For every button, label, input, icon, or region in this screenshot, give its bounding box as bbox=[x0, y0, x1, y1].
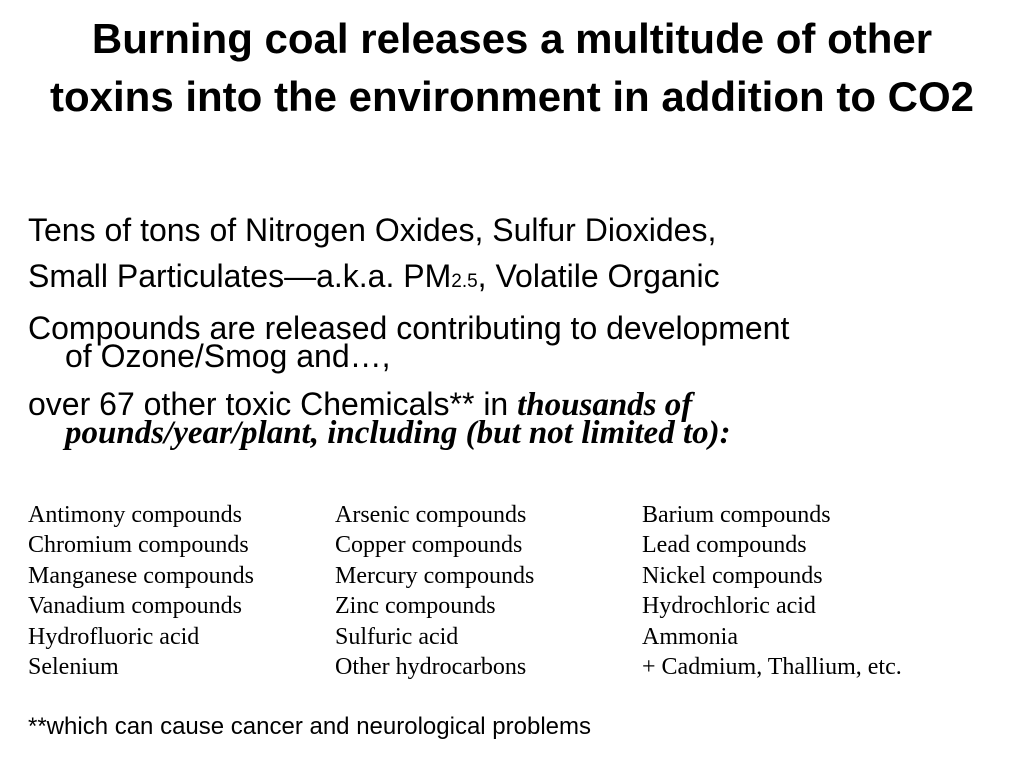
footnote: **which can cause cancer and neurological problems bbox=[28, 713, 591, 740]
chemical-row bbox=[28, 561, 982, 592]
chemical-cell: Copper compounds bbox=[335, 532, 523, 559]
chemical-cell: Arsenic compounds bbox=[335, 501, 527, 528]
body-line-ozone: of Ozone/Smog and…, bbox=[65, 338, 391, 374]
slide-title: Burning coal releases a multitude of other toxins into the environment in addition to CO2 bbox=[50, 15, 974, 120]
chemical-cell: Chromium compounds bbox=[28, 532, 249, 559]
chemical-row bbox=[28, 653, 982, 684]
chemicals-table bbox=[28, 500, 982, 683]
voc-text: , Volatile Organic bbox=[477, 258, 720, 294]
chemical-cell: Selenium bbox=[28, 654, 119, 681]
chemical-cell: Manganese compounds bbox=[28, 562, 254, 589]
chemical-row bbox=[28, 500, 982, 531]
chemical-cell: Hydrochloric acid bbox=[642, 593, 816, 620]
pm-subscript: 2.5 bbox=[451, 271, 478, 292]
chemical-cell: Nickel compounds bbox=[642, 562, 823, 589]
chemical-cell: Hydrofluoric acid bbox=[28, 623, 200, 650]
chemical-cell: Sulfuric acid bbox=[335, 623, 459, 650]
chemical-cell: Antimony compounds bbox=[28, 501, 242, 528]
chemical-cell: Zinc compounds bbox=[335, 593, 496, 620]
chemical-cell: Other hydrocarbons bbox=[335, 654, 527, 681]
chemical-row bbox=[28, 531, 982, 562]
chemical-cell: Lead compounds bbox=[642, 532, 807, 559]
chemicals-table-body bbox=[28, 500, 982, 683]
chemical-row bbox=[28, 622, 982, 653]
chemical-cell: Vanadium compounds bbox=[28, 593, 242, 620]
body-line-emissions: Tens of tons of Nitrogen Oxides, Sulfur Dioxides, bbox=[28, 212, 717, 248]
slide-body bbox=[28, 207, 1003, 458]
particulates-text: Small Particulates—a.k.a. PM bbox=[28, 258, 452, 294]
chemical-cell: Ammonia bbox=[642, 623, 738, 650]
chemical-row bbox=[28, 592, 982, 623]
chemical-cell: + Cadmium, Thallium, etc. bbox=[642, 654, 902, 681]
body-line-compounds: Compounds are released contributing to development bbox=[28, 310, 790, 346]
chemical-cell: Mercury compounds bbox=[335, 562, 535, 589]
body-line-pounds: pounds/year/plant, including (but not limited to): bbox=[65, 415, 731, 451]
chemicals-text: over 67 other toxic Chemicals** in bbox=[28, 386, 518, 422]
chemical-cell: Barium compounds bbox=[642, 501, 831, 528]
body-line-particulates bbox=[28, 253, 1003, 305]
thousands-of-text: thousands of bbox=[517, 387, 693, 423]
